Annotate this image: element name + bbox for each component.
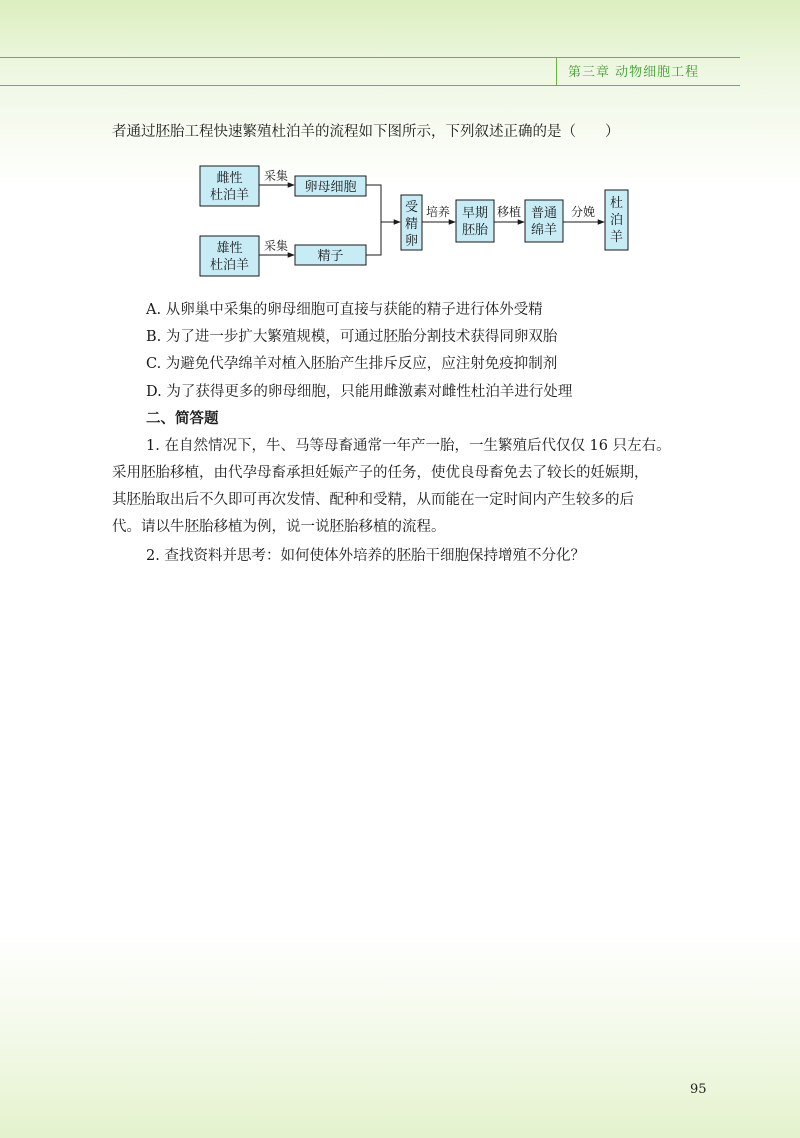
- edge-label-collect2: 采集: [263, 239, 289, 253]
- svg-text:杜: 杜: [609, 196, 624, 211]
- q1-line-3: 其胚胎取出后不久即可再次发情、配种和受精，从而能在一定时间内产生较多的后: [112, 492, 634, 508]
- node-early-embryo: [456, 200, 494, 242]
- svg-text:早期: 早期: [461, 206, 489, 221]
- svg-text:受: 受: [404, 200, 419, 215]
- node-fertilized: [401, 195, 422, 250]
- option-c: C. 为避免代孕绵羊对植入胚胎产生排斥反应，应注射免疫抑制剂: [146, 356, 558, 372]
- node-egg: [295, 176, 366, 196]
- svg-text:泊: 泊: [609, 213, 624, 228]
- question-stem: 者通过胚胎工程快速繁殖杜泊羊的流程如下图所示，下列叙述正确的是（ ）: [112, 124, 620, 140]
- svg-text:雌性: 雌性: [216, 171, 243, 186]
- svg-text:普通: 普通: [530, 206, 558, 221]
- svg-text:精子: 精子: [317, 249, 344, 264]
- svg-text:杜泊羊: 杜泊羊: [209, 258, 250, 273]
- edge-label-culture: 培养: [425, 205, 451, 219]
- svg-text:精: 精: [404, 217, 419, 232]
- svg-text:杜泊羊: 杜泊羊: [209, 188, 250, 203]
- q1-line-2: 采用胚胎移植，由代孕母畜承担妊娠产子的任务，使优良母畜免去了较长的妊娠期，: [112, 465, 649, 481]
- option-d: D. 为了获得更多的卵母细胞，只能用雌激素对雌性杜泊羊进行处理: [146, 384, 573, 400]
- option-b: B. 为了进一步扩大繁殖规模，可通过胚胎分割技术获得同卵双胎: [146, 329, 558, 345]
- svg-text:卵母细胞: 卵母细胞: [304, 180, 357, 195]
- section-title: 二、简答题: [146, 411, 219, 427]
- q2: 2. 查找资料并思考：如何使体外培养的胚胎干细胞保持增殖不分化？: [146, 548, 585, 564]
- flow-diagram: [0, 0, 800, 300]
- node-female: [200, 166, 259, 206]
- edge-label-collect1: 采集: [263, 169, 289, 183]
- edge-label-transplant: 移植: [496, 205, 522, 219]
- page-number: 95: [690, 1082, 707, 1097]
- node-sperm: [295, 245, 366, 265]
- svg-text:雄性: 雄性: [216, 241, 243, 256]
- q1-line-4: 代。请以牛胚胎移植为例，说一说胚胎移植的流程。: [112, 519, 446, 535]
- svg-text:羊: 羊: [609, 230, 624, 245]
- node-ordinary-sheep: [525, 200, 563, 242]
- option-a: A. 从卵巢中采集的卵母细胞可直接与获能的精子进行体外受精: [146, 302, 543, 318]
- q1-line-1: 1. 在自然情况下，牛、马等母畜通常一年产一胎，一生繁殖后代仅仅 16 只左右。: [146, 438, 671, 454]
- svg-text:绵羊: 绵羊: [530, 223, 558, 238]
- svg-text:卵: 卵: [404, 234, 419, 249]
- node-male: [200, 236, 259, 276]
- chapter-title: 第三章 动物细胞工程: [568, 65, 700, 80]
- edge-label-birth: 分娩: [570, 205, 596, 219]
- arrow-merge: [366, 185, 381, 255]
- node-offspring: [605, 190, 628, 250]
- svg-text:胚胎: 胚胎: [461, 223, 489, 238]
